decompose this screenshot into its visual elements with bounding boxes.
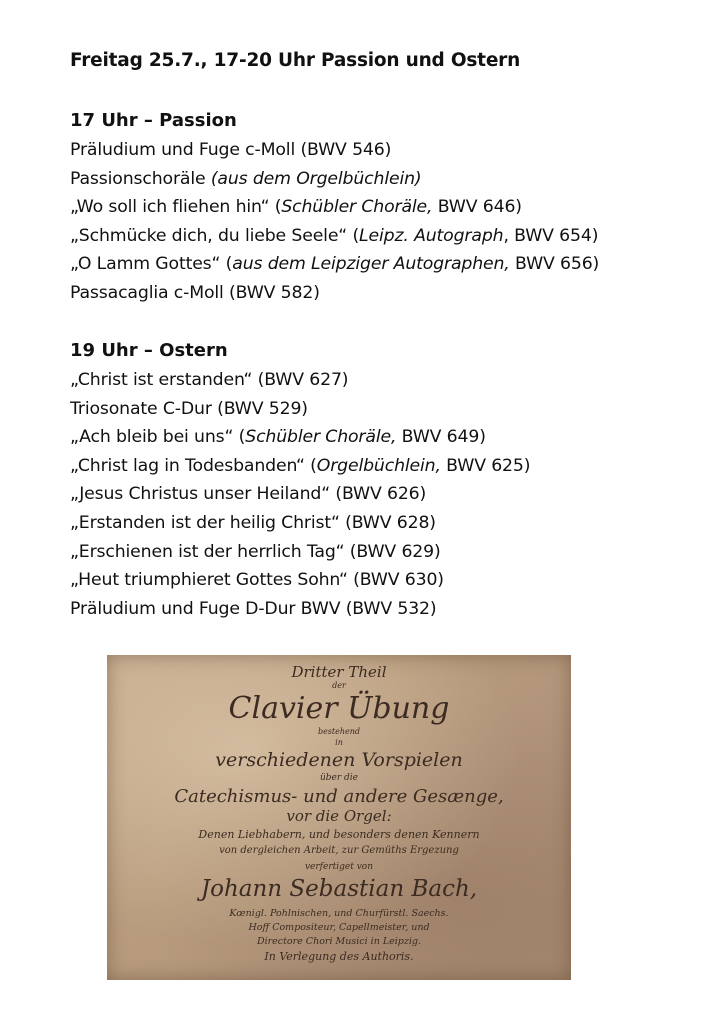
tp-line: verfertiget von: [304, 862, 374, 872]
item-text: BWV 649): [396, 427, 486, 448]
item-text: Passionschoräle: [70, 168, 211, 189]
item-text: „Jesus Christus unser Heiland“ (BWV 626): [70, 484, 427, 505]
item-text: „Ach bleib bei uns“ (: [70, 427, 246, 448]
tp-line: Directore Chori Musici in Leipzig.: [256, 936, 422, 947]
tp-line: In Verlegung des Authoris.: [264, 950, 414, 963]
tp-line: verschiedenen Vorspielen: [215, 749, 463, 771]
item-text: „Heut triumphieret Gottes Sohn“ (BWV 630): [70, 570, 444, 591]
item-text: Passacaglia c-Moll (BWV 582): [70, 282, 320, 303]
title-page-image: [107, 655, 571, 980]
program-item: [70, 509, 530, 538]
item-text: „Christ lag in Todesbanden“ (: [70, 455, 317, 476]
item-text: Präludium und Fuge c-Moll (BWV 546): [70, 140, 392, 160]
item-text: „O Lamm Gottes“ (: [70, 254, 233, 275]
item-text: „Schmücke dich, du liebe Seele“ (: [70, 225, 360, 246]
tp-line: in: [335, 738, 343, 747]
item-italic-text: Schübler Choräle,: [281, 197, 433, 218]
item-text: Triosonate C-Dur (BWV 529): [70, 398, 308, 419]
item-text: „Wo soll ich fliehen hin“ (: [70, 197, 282, 218]
tp-line: über die: [319, 773, 359, 783]
program-item: [70, 595, 530, 624]
item-text: „Erschienen ist der herrlich Tag“ (BWV 629): [70, 541, 441, 562]
program-item: [70, 538, 530, 567]
item-italic-text: Orgelbüchlein,: [316, 455, 441, 476]
item-text: , BWV 654): [503, 225, 599, 246]
item-text: BWV 646): [432, 197, 522, 218]
item-text: „Erstanden ist der heilig Christ“ (BWV 628): [70, 512, 436, 533]
program-item: [70, 279, 599, 308]
program-item: [70, 193, 599, 222]
item-text: „Christ ist erstanden“ (BWV 627): [70, 370, 349, 390]
tp-line: Johann Sebastian Bach,: [200, 876, 478, 902]
item-text: BWV 625): [440, 455, 531, 476]
program-item: [70, 480, 530, 509]
tp-line: von dergleichen Arbeit, zur Gemüths Ergezung: [219, 845, 459, 856]
program-list-passion: [70, 136, 599, 308]
section-heading-passion: 17 Uhr – Passion: [70, 110, 237, 131]
page-title: Freitag 25.7., 17-20 Uhr Passion und Ostern: [70, 50, 521, 71]
program-list-ostern: [70, 366, 530, 623]
tp-line: Denen Liebhabern, und besonders denen Kennern: [198, 828, 480, 841]
program-item: [70, 222, 599, 251]
section-heading-ostern: 19 Uhr – Ostern: [70, 340, 228, 361]
tp-line: vor die Orgel:: [286, 807, 392, 825]
item-italic-text: Leipz. Autograph: [359, 225, 504, 246]
item-italic-text: Schübler Choräle,: [245, 427, 397, 448]
program-item: [70, 452, 530, 481]
title-page-engraving: [107, 655, 571, 980]
tp-line: Hoff Compositeur, Capellmeister, und: [248, 922, 430, 933]
tp-line: Kœnigl. Pohlnischen, und Churfürstl. Saechs.: [229, 908, 449, 919]
tp-line: Dritter Theil: [291, 663, 387, 681]
program-item: [70, 250, 599, 279]
program-item: [70, 423, 530, 452]
tp-line: Catechismus- und andere Gesænge,: [174, 786, 504, 807]
program-item: [70, 136, 599, 165]
program-item: [70, 366, 530, 395]
program-item: [70, 395, 530, 424]
item-italic-text: aus dem Leipziger Autographen,: [232, 254, 510, 275]
program-item: [70, 566, 530, 595]
program-item: [70, 165, 599, 194]
tp-line: der: [332, 681, 346, 690]
tp-line: bestehend: [317, 727, 361, 736]
item-text: BWV 656): [509, 254, 600, 275]
item-italic-text: (aus dem Orgelbüchlein): [210, 168, 422, 189]
tp-line: Clavier Übung: [228, 691, 450, 726]
item-text: Präludium und Fuge D-Dur BWV (BWV 532): [70, 598, 437, 619]
